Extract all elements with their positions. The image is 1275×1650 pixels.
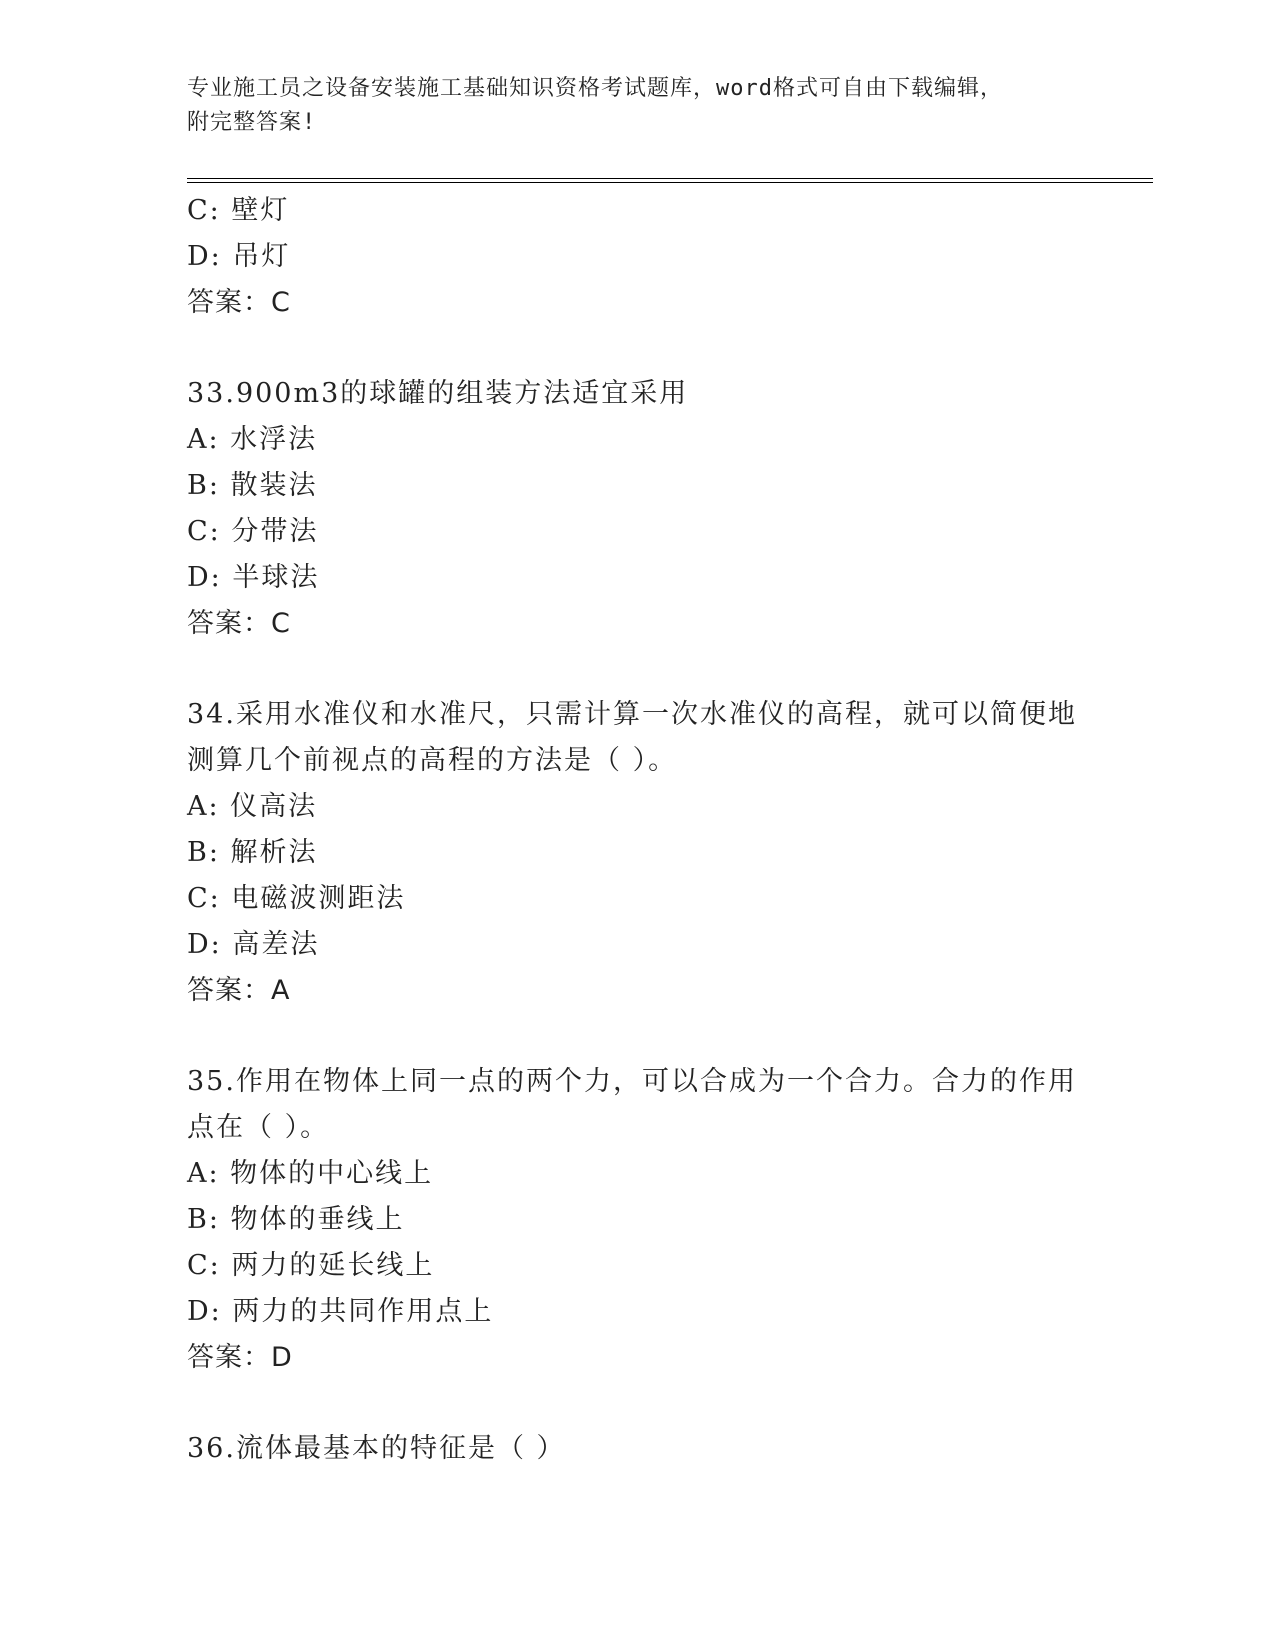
option-b: B: 散装法	[187, 470, 318, 501]
question-34	[187, 692, 1087, 1014]
spacer	[187, 1381, 1087, 1426]
option-a: A: 水浮法	[187, 424, 318, 455]
question-stem: 35.作用在物体上同一点的两个力，可以合成为一个合力。合力的作用	[187, 1066, 1077, 1097]
header-divider-bottom	[187, 182, 1153, 183]
option-c: C: 电磁波测距法	[187, 883, 406, 914]
question-stem: 36.流体最基本的特征是（ ）	[187, 1433, 566, 1464]
question-stem: 34.采用水准仪和水准尺，只需计算一次水准仪的高程，就可以简便地	[187, 699, 1077, 730]
question-36	[187, 1426, 1087, 1472]
header-line-2: 附完整答案!	[187, 110, 317, 135]
option-c: C: 分带法	[187, 516, 319, 547]
header-line-1: 专业施工员之设备安装施工基础知识资格考试题库，word格式可自由下载编辑，	[187, 76, 1003, 101]
answer-line: 答案：C	[187, 287, 291, 318]
option-b: B: 解析法	[187, 837, 318, 868]
question-35	[187, 1059, 1087, 1381]
option-a: A: 仪高法	[187, 791, 318, 822]
question-stem-cont: 测算几个前视点的高程的方法是（ ）。	[187, 745, 678, 776]
document-header	[187, 72, 1067, 140]
spacer	[187, 647, 1087, 692]
option-d: D: 两力的共同作用点上	[187, 1296, 494, 1327]
option-b: B: 物体的垂线上	[187, 1204, 405, 1235]
option-c: C: 壁灯	[187, 195, 290, 226]
question-32-tail	[187, 188, 1087, 326]
option-d: D: 高差法	[187, 929, 320, 960]
question-stem: 33.900m3的球罐的组装方法适宜采用	[187, 378, 689, 409]
question-stem-cont: 点在（ ）。	[187, 1112, 330, 1143]
option-c: C: 两力的延长线上	[187, 1250, 435, 1281]
answer-line: 答案：C	[187, 608, 291, 639]
document-body	[187, 188, 1087, 1472]
question-33	[187, 371, 1087, 647]
answer-line: 答案：A	[187, 975, 291, 1006]
option-d: D: 半球法	[187, 562, 320, 593]
spacer	[187, 326, 1087, 371]
spacer	[187, 1014, 1087, 1059]
header-divider-top	[187, 178, 1153, 179]
option-a: A: 物体的中心线上	[187, 1158, 434, 1189]
answer-line: 答案：D	[187, 1342, 293, 1373]
option-d: D: 吊灯	[187, 241, 291, 272]
